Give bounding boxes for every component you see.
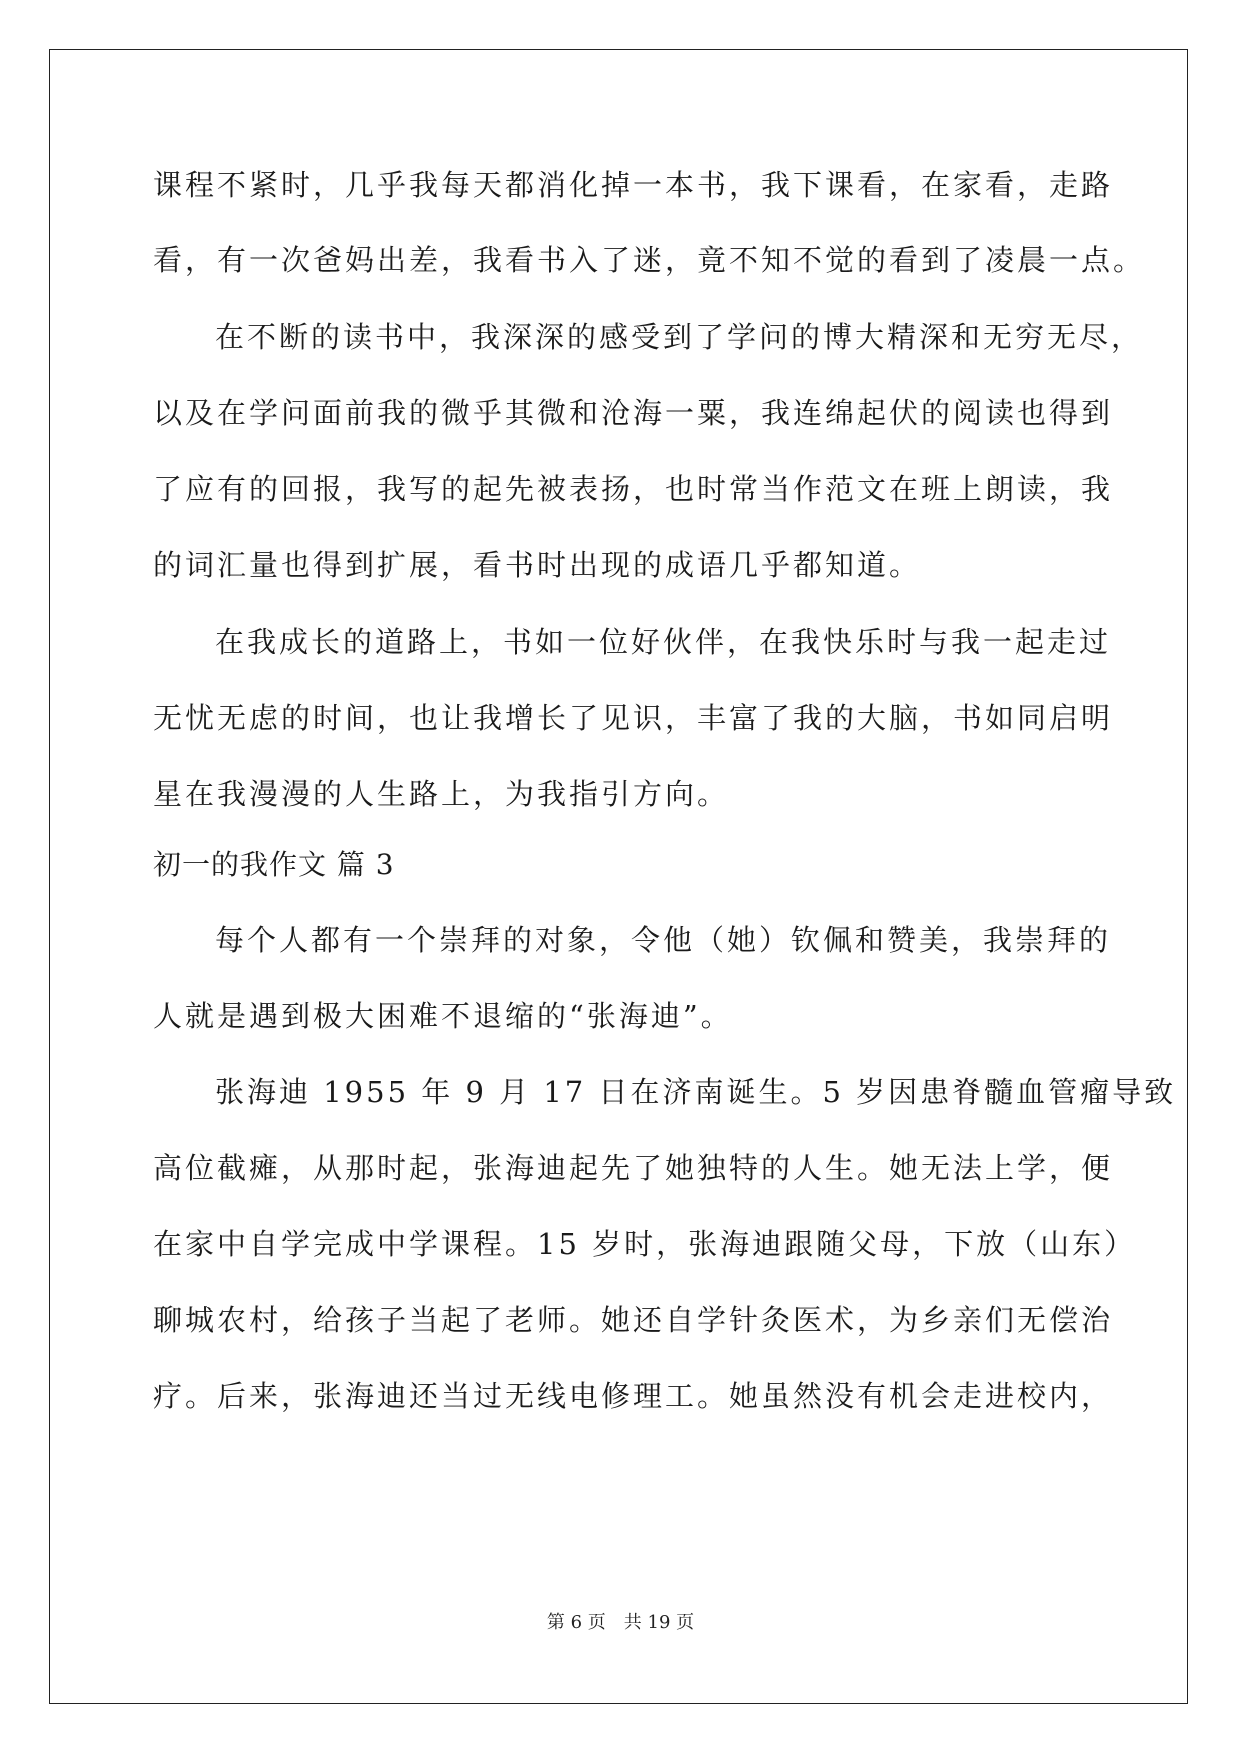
text-line: 了应有的回报，我写的起先被表扬，也时常当作范文在班上朗读，我 [153, 472, 1114, 506]
text-line: 聊城农村，给孩子当起了老师。她还自学针灸医术，为乡亲们无偿治 [153, 1303, 1114, 1337]
text-line: 在家中自学完成中学课程。15 岁时，张海迪跟随父母，下放（山东） [153, 1227, 1137, 1261]
section-heading: 初一的我作文 篇 3 [153, 848, 395, 881]
text-line: 星在我漫漫的人生路上，为我指引方向。 [153, 777, 730, 811]
text-line: 以及在学问面前我的微乎其微和沧海一粟，我连绵起伏的阅读也得到 [153, 396, 1114, 430]
text-line: 每个人都有一个崇拜的对象，令他（她）钦佩和赞美，我崇拜的 [215, 923, 1112, 957]
page-total: 共 19 页 [623, 1612, 695, 1633]
text-line: 疗。后来，张海迪还当过无线电修理工。她虽然没有机会走进校内， [153, 1379, 1114, 1413]
text-line: 人就是遇到极大困难不退缩的“张海迪”。 [153, 999, 733, 1033]
text-line: 课程不紧时，几乎我每天都消化掉一本书，我下课看，在家看，走路 [153, 168, 1114, 202]
text-line: 无忧无虑的时间，也让我增长了见识，丰富了我的大脑，书如同启明 [153, 701, 1114, 735]
text-line: 张海迪 1955 年 9 月 17 日在济南诞生。5 岁因患脊髓血管瘤导致 [215, 1075, 1177, 1109]
page-number: 第 6 页 [546, 1612, 606, 1633]
text-line: 看，有一次爸妈出差，我看书入了迷，竟不知不觉的看到了凌晨一点。 [153, 243, 1146, 277]
page-footer [0, 1611, 1241, 1635]
text-line: 在不断的读书中，我深深的感受到了学问的博大精深和无穷无尽， [215, 320, 1144, 354]
text-line: 的词汇量也得到扩展，看书时出现的成语几乎都知道。 [153, 548, 922, 582]
text-line: 高位截瘫，从那时起，张海迪起先了她独特的人生。她无法上学，便 [153, 1151, 1114, 1185]
text-line: 在我成长的道路上，书如一位好伙伴，在我快乐时与我一起走过 [215, 625, 1112, 659]
